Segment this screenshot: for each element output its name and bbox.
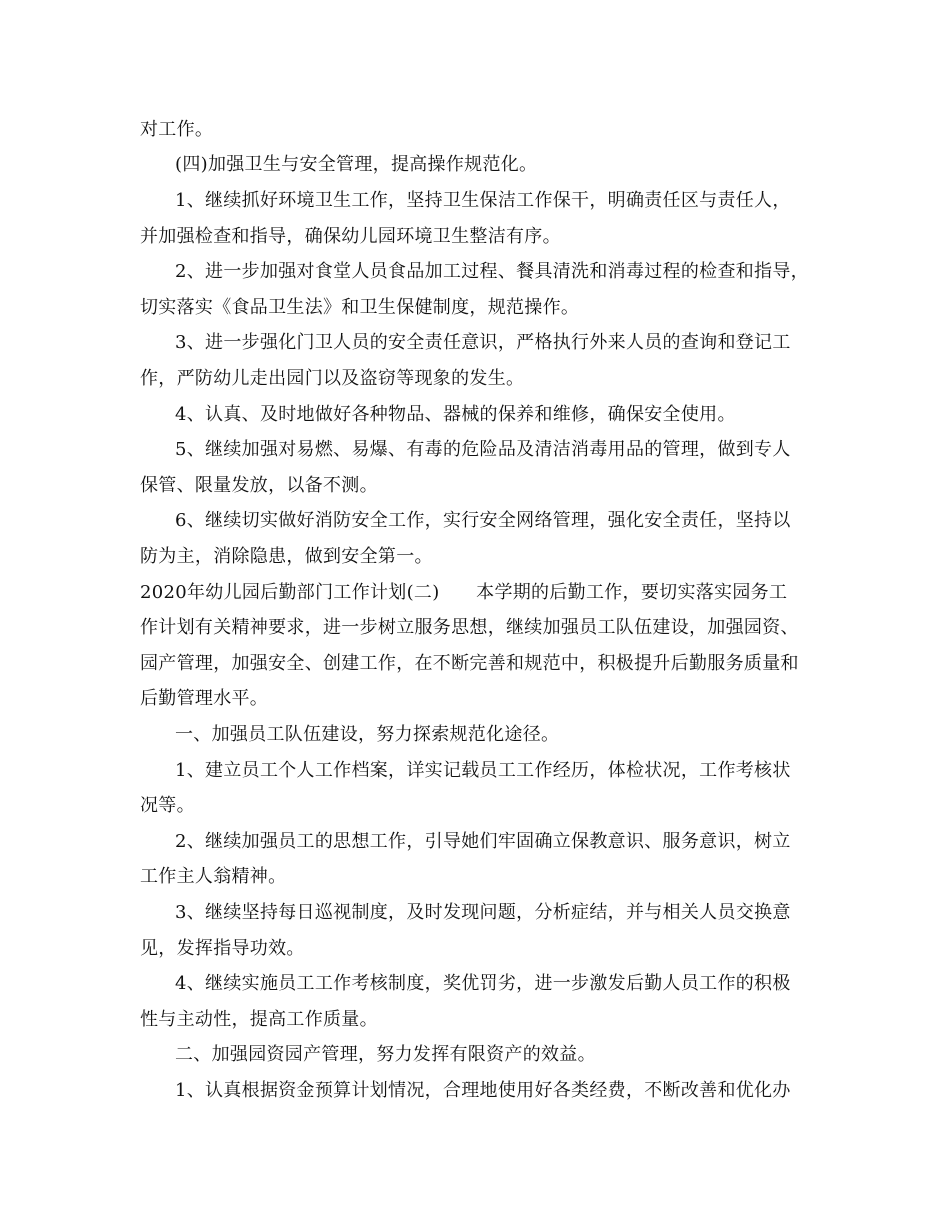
- text-line: 6、继续切实做好消防安全工作，实行安全网络管理，强化安全责任，坚持以: [175, 510, 791, 531]
- text-line: 4、认真、及时地做好各种物品、器械的保养和维修，确保安全使用。: [175, 404, 736, 425]
- section-heading: (四)加强卫生与安全管理，提高操作规范化。: [175, 154, 538, 175]
- text-line: 作计划有关精神要求，进一步树立服务思想，继续加强员工队伍建设，加强园资、: [140, 617, 799, 638]
- text-line: 并加强检查和指导，确保幼儿园环境卫生整洁有序。: [140, 226, 561, 247]
- text-line: 1、建立员工个人工作档案，详实记载员工工作经历，体检状况，工作考核状: [175, 760, 791, 781]
- text-line: 5、继续加强对易燃、易爆、有毒的危险品及清洁消毒用品的管理，做到专人: [175, 439, 791, 460]
- text-line: 4、继续实施员工工作考核制度，奖优罚劣，进一步激发后勤人员工作的积极: [175, 973, 791, 994]
- text-line: 2、继续加强员工的思想工作，引导她们牢固确立保教意识、服务意识，树立: [175, 831, 791, 852]
- text-line: 作，严防幼儿走出园门以及盗窃等现象的发生。: [140, 368, 525, 389]
- document-title-line: 2020年幼儿园后勤部门工作计划(二) 本学期的后勤工作，要切实落实园务工: [140, 582, 788, 603]
- text-line: 园产管理，加强安全、创建工作，在不断完善和规范中，积极提升后勤服务质量和: [140, 653, 799, 674]
- text-line: 况等。: [140, 795, 195, 816]
- text-line: 性与主动性，提高工作质量。: [140, 1009, 378, 1030]
- section-heading: 二、加强园资园产管理，努力发挥有限资产的效益。: [175, 1044, 596, 1065]
- text-line: 2、进一步加强对食堂人员食品加工过程、餐具清洗和消毒过程的检查和指导，: [175, 261, 809, 282]
- text-line: 3、进一步强化门卫人员的安全责任意识，严格执行外来人员的查询和登记工: [175, 332, 791, 353]
- text-line: 工作主人翁精神。: [140, 866, 287, 887]
- text-line: 切实落实《食品卫生法》和卫生保健制度，规范操作。: [140, 297, 580, 318]
- text-line: 保管、限量发放，以备不测。: [140, 475, 378, 496]
- text-line: 1、认真根据资金预算计划情况，合理地使用好各类经费，不断改善和优化办: [175, 1080, 791, 1101]
- text-line: 后勤管理水平。: [140, 688, 269, 709]
- section-heading: 一、加强员工队伍建设，努力探索规范化途径。: [175, 724, 560, 745]
- text-line: 对工作。: [140, 119, 214, 140]
- text-line: 见，发挥指导功效。: [140, 938, 305, 959]
- text-line: 1、继续抓好环境卫生工作，坚持卫生保洁工作保干，明确责任区与责任人，: [175, 190, 791, 211]
- text-line: 防为主，消除隐患，做到安全第一。: [140, 546, 433, 567]
- text-line: 3、继续坚持每日巡视制度，及时发现问题，分析症结，并与相关人员交换意: [175, 902, 791, 923]
